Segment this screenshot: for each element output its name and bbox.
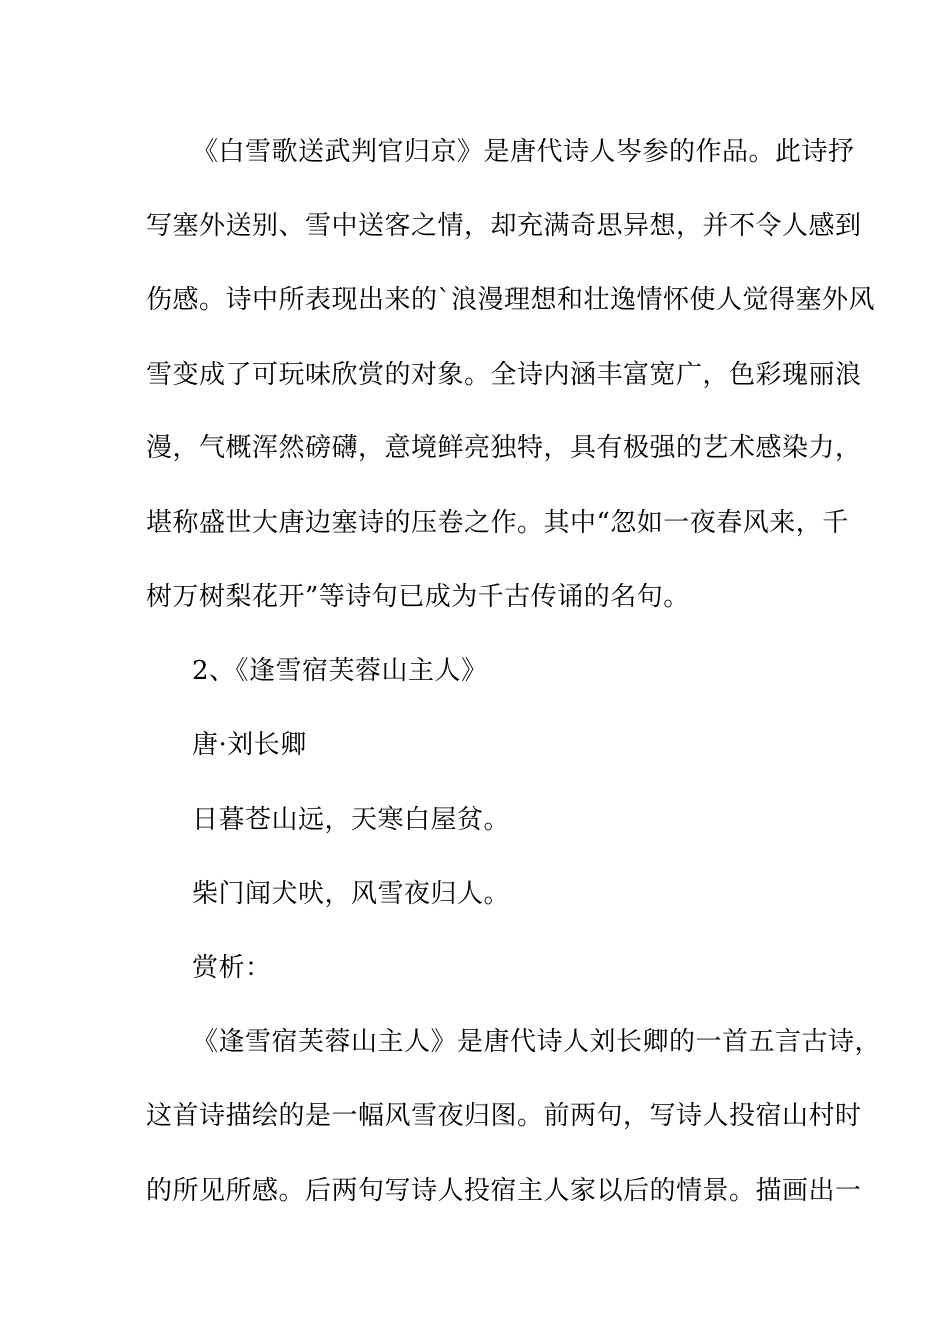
- paragraph-line: 堪称盛世大唐边塞诗的压卷之作。其中“忽如一夜春风来，千: [146, 508, 849, 538]
- poem-title: 2、《逢雪宿芙蓉山主人》: [192, 656, 488, 686]
- section-heading: 赏析：: [192, 953, 272, 983]
- paragraph-line: 伤感。诗中所表现出来的`浪漫理想和壮逸情怀使人觉得塞外风: [146, 285, 876, 315]
- paragraph-line: 这首诗描绘的是一幅风雪夜归图。前两句，写诗人投宿山村时: [146, 1101, 862, 1131]
- paragraph-line: 雪变成了可玩味欣赏的对象。全诗内涵丰富宽广，色彩瑰丽浪: [146, 360, 862, 390]
- paragraph-line: 树万树梨花开”等诗句已成为千古传诵的名句。: [146, 582, 690, 612]
- paragraph-line: 《白雪歌送武判官归京》是唐代诗人岑参的作品。此诗抒: [192, 137, 855, 167]
- poem-verse: 日暮苍山远，天寒白屋贫。: [192, 805, 511, 835]
- paragraph-line: 漫，气概浑然磅礴，意境鲜亮独特，具有极强的艺术感染力，: [146, 433, 862, 463]
- poem-author: 唐·刘长卿: [192, 730, 307, 760]
- paragraph-line: 的所见所感。后两句写诗人投宿主人家以后的情景。描画出一: [146, 1176, 862, 1206]
- paragraph-line: 《逢雪宿芙蓉山主人》是唐代诗人刘长卿的一首五言古诗，: [192, 1027, 882, 1057]
- poem-verse: 柴门闻犬吠，风雪夜归人。: [192, 879, 511, 909]
- paragraph-line: 写塞外送别、雪中送客之情，却充满奇思异想，并不令人感到: [146, 211, 862, 241]
